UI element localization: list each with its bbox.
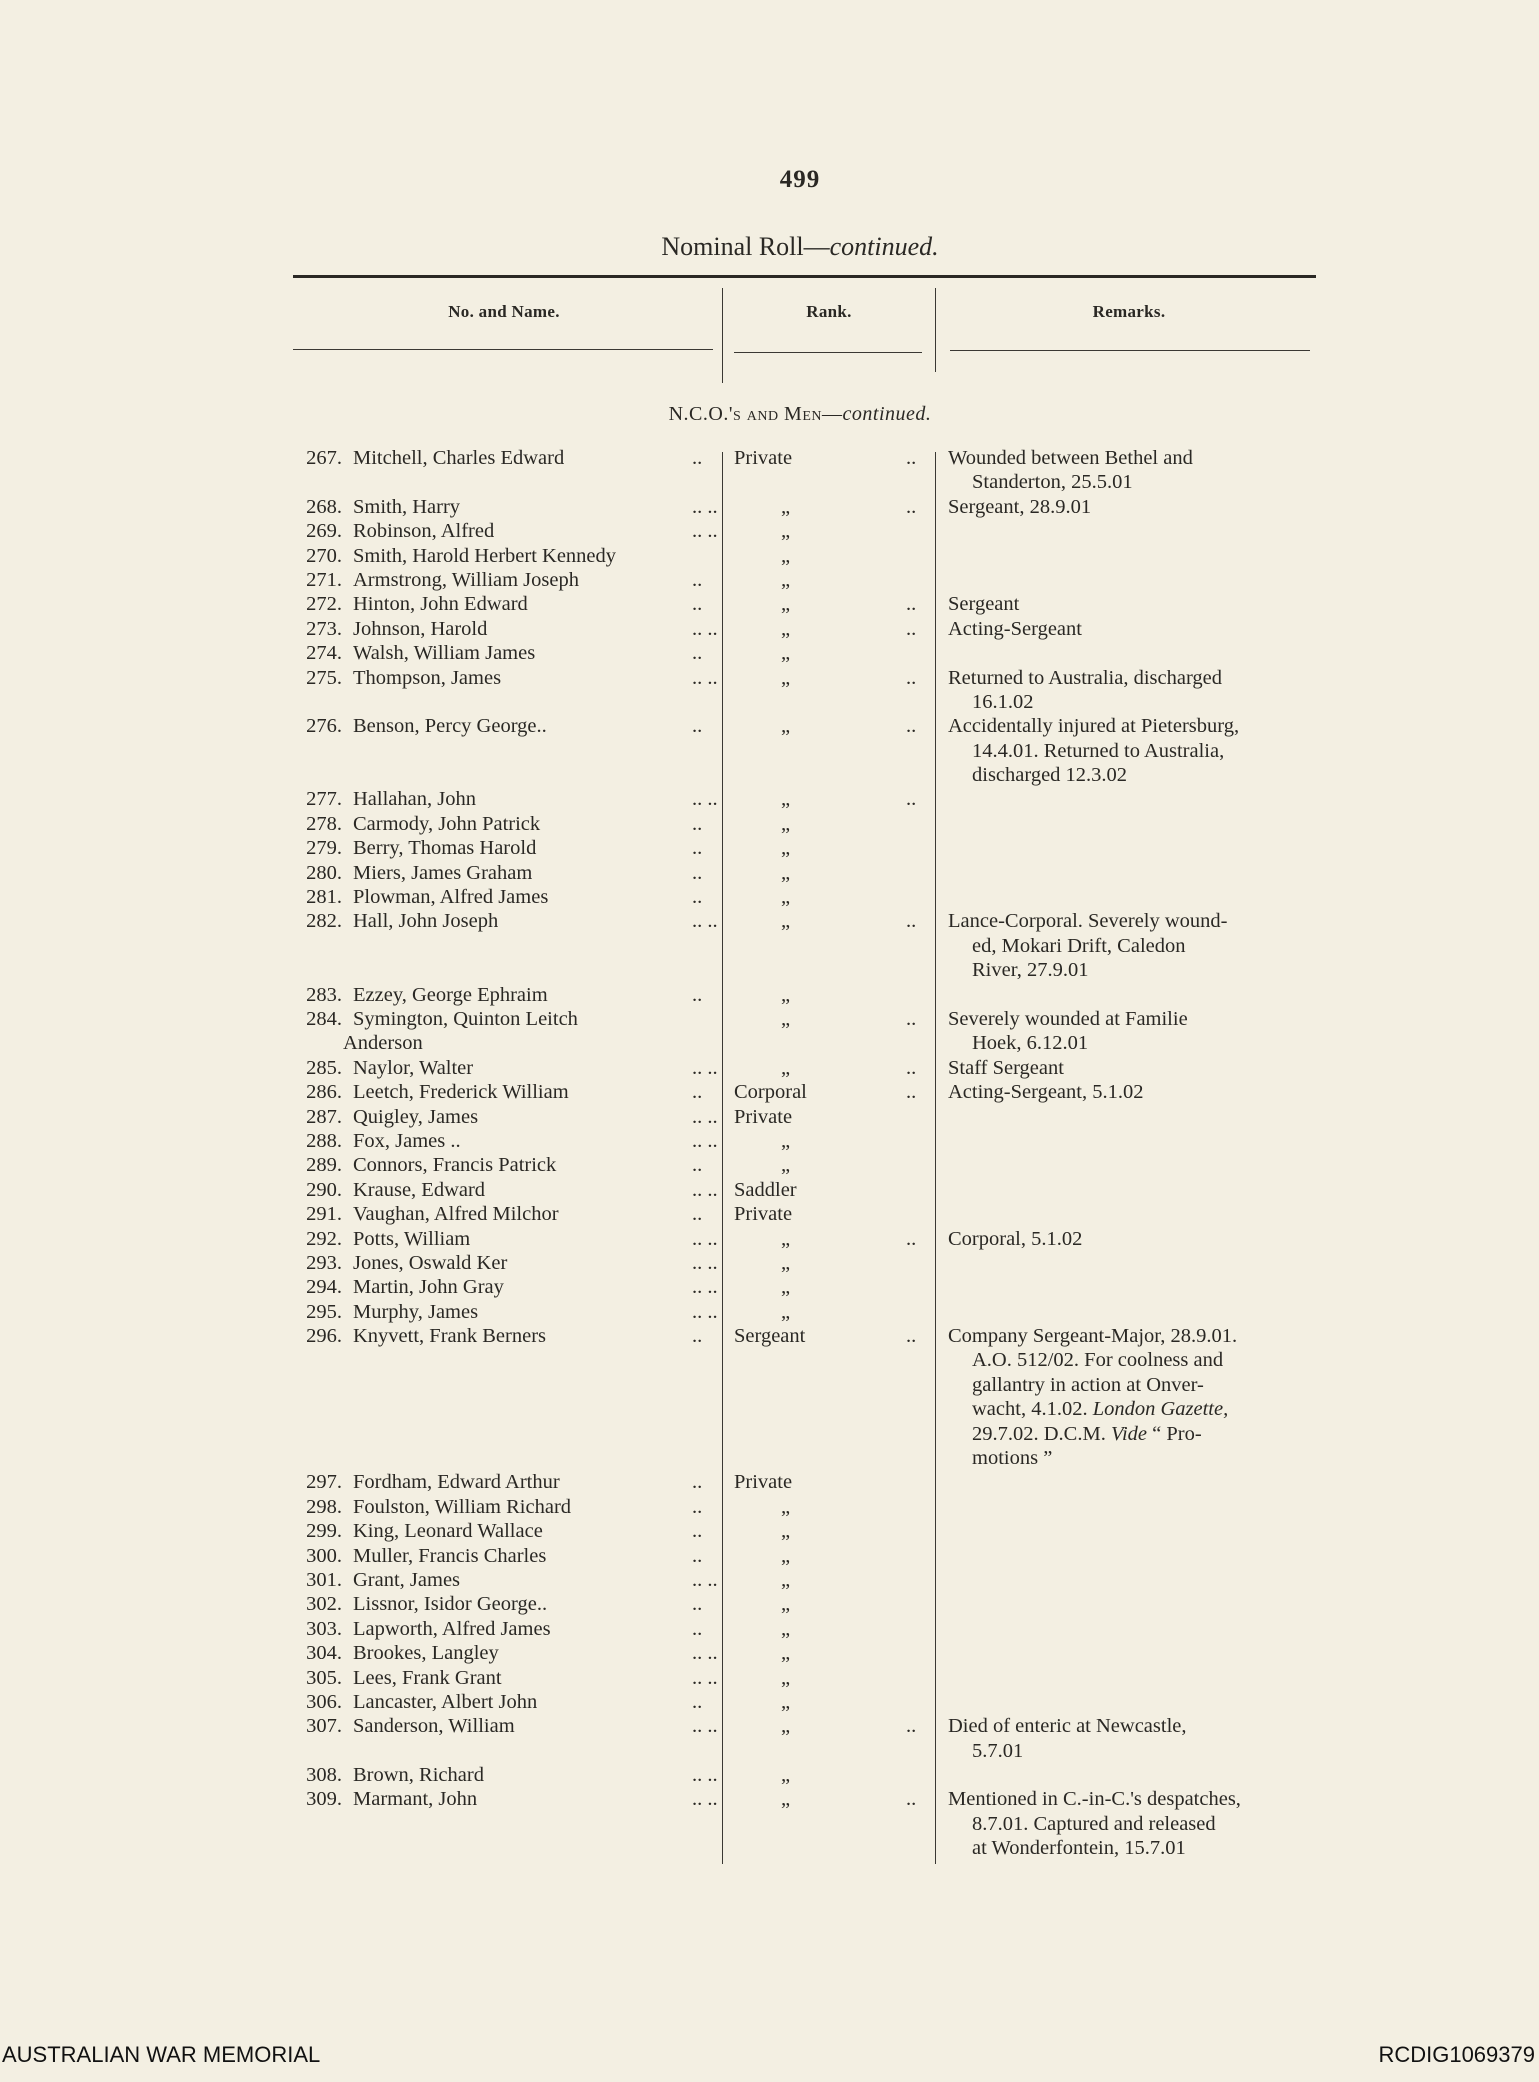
table-row: [0, 1787, 1539, 1811]
table-row: [0, 1422, 1539, 1446]
entry-remarks-continued: Hoek, 6.12.01: [972, 1032, 1089, 1055]
entry-name: Mitchell, Charles Edward: [353, 447, 565, 469]
table-row: [0, 1202, 1539, 1226]
remarks-text: “ Pro-: [1147, 1422, 1202, 1445]
ditto-mark: „: [781, 861, 791, 884]
table-row: [0, 763, 1539, 787]
table-row: [0, 1227, 1539, 1251]
entry-name-continued: Anderson: [343, 1032, 423, 1055]
leader-dots: ..: [692, 568, 703, 591]
ditto-mark: „: [781, 1495, 791, 1518]
leader-dots: .. ..: [692, 1788, 718, 1811]
footer-institution: AUSTRALIAN WAR MEMORIAL: [2, 2042, 321, 2067]
table-row: [0, 739, 1539, 763]
leader-dots: .. ..: [692, 1227, 718, 1250]
table-row: [0, 861, 1539, 885]
entry-rank: Private: [734, 1105, 793, 1128]
ditto-mark: „: [781, 1666, 791, 1689]
table-row: [0, 1519, 1539, 1543]
leader-dots: .. ..: [692, 1056, 718, 1079]
leader-dots: .. ..: [692, 1568, 718, 1591]
entry-number: 290.: [306, 1178, 342, 1201]
entry-remarks: Mentioned in C.-in-C.'s despatches,: [948, 1788, 1241, 1811]
entry-number: 283.: [306, 983, 342, 1006]
entry-name: King, Leonard Wallace: [353, 1520, 543, 1543]
ditto-mark: „: [781, 666, 791, 689]
entry-number: 291.: [306, 1203, 342, 1226]
column-header-remarks: Remarks.: [1092, 302, 1166, 321]
leader-dots: .. ..: [692, 495, 718, 518]
leader-dots: ..: [692, 593, 703, 616]
leader-dots: .. ..: [692, 617, 718, 640]
leader-dots: ..: [906, 1056, 917, 1079]
entry-remarks: Returned to Australia, discharged: [948, 666, 1223, 689]
table-row: [0, 1739, 1539, 1763]
entry-number: 306.: [306, 1690, 342, 1713]
table-row: [0, 885, 1539, 909]
entry-rank: Corporal: [734, 1081, 807, 1104]
entry-remarks: Sergeant: [948, 593, 1020, 616]
entry-number: 286.: [306, 1081, 342, 1104]
table-row: [0, 1544, 1539, 1568]
entry-name: Lapworth, Alfred James: [353, 1617, 551, 1640]
table-row: [0, 1373, 1539, 1397]
leader-dots: .. ..: [692, 1129, 718, 1152]
entry-remarks-continued: gallantry in action at Onver-: [972, 1373, 1204, 1396]
leader-dots: ..: [906, 910, 917, 933]
leader-dots: ..: [906, 1788, 917, 1811]
leader-dots: ..: [692, 447, 703, 469]
table-row: [0, 1324, 1539, 1348]
entry-rank: Private: [734, 1471, 793, 1494]
entry-rank: Private: [734, 1203, 793, 1226]
leader-dots: .. ..: [692, 520, 718, 543]
ditto-mark: „: [781, 1617, 791, 1640]
entry-name: Connors, Francis Patrick: [353, 1154, 557, 1177]
entry-number: 287.: [306, 1105, 342, 1128]
entry-number: 305.: [306, 1666, 342, 1689]
entry-number: 303.: [306, 1617, 342, 1640]
leader-dots: ..: [692, 812, 703, 835]
entry-name: Grant, James: [353, 1568, 461, 1591]
header-divider-2: [935, 288, 936, 372]
entry-name: Potts, William: [353, 1227, 471, 1250]
entry-remarks-continued: [972, 1397, 1228, 1421]
ditto-mark: „: [781, 812, 791, 835]
table-row: [0, 1568, 1539, 1592]
table-row: [0, 1129, 1539, 1153]
entry-number: 300.: [306, 1544, 342, 1567]
entry-number: 298.: [306, 1495, 342, 1518]
entry-remarks: Wounded between Bethel and: [948, 447, 1193, 469]
entry-remarks: Lance-Corporal. Severely wound-: [948, 910, 1228, 933]
entry-name: Brown, Richard: [353, 1764, 484, 1787]
ditto-mark: „: [781, 1764, 791, 1787]
ditto-mark: „: [781, 1593, 791, 1616]
entry-name: Leetch, Frederick William: [353, 1081, 569, 1104]
entry-number: 297.: [306, 1471, 342, 1494]
table-row: [0, 544, 1539, 568]
remarks-text: wacht, 4.1.02.: [972, 1398, 1093, 1421]
entry-number: 274.: [306, 642, 342, 665]
leader-dots: ..: [906, 1081, 917, 1104]
leader-dots: ..: [906, 495, 917, 518]
entry-name: Hallahan, John: [353, 788, 476, 811]
table-row: [0, 909, 1539, 933]
table-row: [0, 690, 1539, 714]
entry-number: 293.: [306, 1251, 342, 1274]
table-row: [0, 1300, 1539, 1324]
leader-dots: ..: [692, 715, 703, 738]
ditto-mark: „: [781, 837, 791, 860]
ditto-mark: „: [781, 886, 791, 909]
entry-name: Berry, Thomas Harold: [353, 837, 537, 860]
entry-remarks: Staff Sergeant: [948, 1056, 1064, 1079]
entry-name: Ezzey, George Ephraim: [353, 983, 548, 1006]
table-row: [0, 1397, 1539, 1421]
section-heading-label: N.C.O.'s and Men—: [668, 403, 843, 425]
table-row: [0, 1690, 1539, 1714]
entry-number: 289.: [306, 1154, 342, 1177]
ditto-mark: „: [781, 1788, 791, 1811]
section-heading-italic: continued.: [842, 403, 932, 425]
leader-dots: .. ..: [692, 788, 718, 811]
entry-number: 288.: [306, 1129, 342, 1152]
section-heading: [0, 403, 1539, 426]
leader-dots: .. ..: [692, 1276, 718, 1299]
entry-number: 279.: [306, 837, 342, 860]
table-row: [0, 1446, 1539, 1470]
entry-rank: Private: [734, 447, 793, 469]
entry-number: 273.: [306, 617, 342, 640]
leader-dots: ..: [692, 1154, 703, 1177]
leader-dots: ..: [906, 617, 917, 640]
ditto-mark: „: [781, 1544, 791, 1567]
entry-remarks-continued: ed, Mokari Drift, Caledon: [972, 934, 1186, 957]
table-row: [0, 1275, 1539, 1299]
entry-number: 282.: [306, 910, 342, 933]
header-rule-name: [293, 349, 713, 350]
entry-name: Thompson, James: [353, 666, 502, 689]
leader-dots: ..: [692, 1495, 703, 1518]
entry-name: Hall, John Joseph: [353, 910, 499, 933]
table-row: [0, 1348, 1539, 1372]
ditto-mark: „: [781, 1154, 791, 1177]
leader-dots: .. ..: [692, 910, 718, 933]
table-row: [0, 1617, 1539, 1641]
entry-number: 272.: [306, 593, 342, 616]
entry-name: Quigley, James: [353, 1105, 479, 1128]
ditto-mark: „: [781, 1056, 791, 1079]
entry-number: 280.: [306, 861, 342, 884]
table-row: [0, 641, 1539, 665]
entry-number: 275.: [306, 666, 342, 689]
leader-dots: ..: [692, 1081, 703, 1104]
entry-number: 267.: [306, 447, 342, 469]
entry-name: Murphy, James: [353, 1300, 479, 1323]
entry-number: 277.: [306, 788, 342, 811]
page-title-main: Nominal Roll—: [661, 232, 830, 261]
table-row: [0, 470, 1539, 494]
entry-name: Symington, Quinton Leitch: [353, 1007, 578, 1030]
footer-record-id: RCDIG1069379: [1378, 2042, 1535, 2067]
table-row: [0, 1641, 1539, 1665]
leader-dots: ..: [906, 666, 917, 689]
header-rule-rank: [734, 352, 922, 353]
leader-dots: ..: [692, 642, 703, 665]
table-row: [0, 1592, 1539, 1616]
leader-dots: ..: [692, 1325, 703, 1348]
leader-dots: ..: [692, 1690, 703, 1713]
entry-remarks-continued: Standerton, 25.5.01: [972, 471, 1133, 494]
table-row: [0, 1470, 1539, 1494]
ditto-mark: „: [781, 1276, 791, 1299]
entry-remarks: Sergeant, 28.9.01: [948, 495, 1092, 518]
table-row: [0, 1495, 1539, 1519]
table-row: [0, 1031, 1539, 1055]
table-row: [0, 983, 1539, 1007]
page-title-italic: continued.: [829, 232, 939, 261]
top-rule: [293, 275, 1316, 278]
ditto-mark: „: [781, 983, 791, 1006]
entry-remarks: Died of enteric at Newcastle,: [948, 1715, 1187, 1738]
ditto-mark: „: [781, 1690, 791, 1713]
entry-number: 268.: [306, 495, 342, 518]
leader-dots: ..: [692, 983, 703, 1006]
entry-name: Martin, John Gray: [353, 1276, 504, 1299]
entry-name: Benson, Percy George..: [353, 715, 547, 738]
entry-name: Carmody, John Patrick: [353, 812, 541, 835]
ditto-mark: „: [781, 1007, 791, 1030]
ditto-mark: „: [781, 1251, 791, 1274]
leader-dots: ..: [692, 886, 703, 909]
entry-name: Lancaster, Albert John: [353, 1690, 538, 1713]
ditto-mark: „: [781, 1520, 791, 1543]
table-row: [0, 714, 1539, 738]
leader-dots: ..: [906, 447, 917, 469]
entry-number: 285.: [306, 1056, 342, 1079]
entry-number: 271.: [306, 568, 342, 591]
leader-dots: .. ..: [692, 1105, 718, 1128]
table-row: [0, 1763, 1539, 1787]
entry-name: Marmant, John: [353, 1788, 478, 1811]
ditto-mark: „: [781, 1129, 791, 1152]
entry-number: 278.: [306, 812, 342, 835]
entry-remarks: Accidentally injured at Pietersburg,: [948, 715, 1240, 738]
table-row: [0, 836, 1539, 860]
ditto-mark: „: [781, 1227, 791, 1250]
entry-number: 299.: [306, 1520, 342, 1543]
entry-number: 281.: [306, 886, 342, 909]
entry-name: Muller, Francis Charles: [353, 1544, 547, 1567]
entry-name: Smith, Harold Herbert Kennedy: [353, 544, 617, 567]
ditto-mark: „: [781, 1568, 791, 1591]
leader-dots: ..: [906, 1227, 917, 1250]
entry-name: Krause, Edward: [353, 1178, 486, 1201]
leader-dots: ..: [906, 788, 917, 811]
table-row: [0, 787, 1539, 811]
ditto-mark: „: [781, 1300, 791, 1323]
nominal-roll-table: [0, 446, 1539, 1861]
table-row: [0, 446, 1539, 470]
table-row: [0, 617, 1539, 641]
table-row: [0, 1178, 1539, 1202]
leader-dots: .. ..: [692, 1642, 718, 1665]
entry-remarks-continued: discharged 12.3.02: [972, 764, 1128, 787]
entry-number: 304.: [306, 1642, 342, 1665]
table-row: [0, 1105, 1539, 1129]
leader-dots: .. ..: [692, 1715, 718, 1738]
entry-number: 294.: [306, 1276, 342, 1299]
page-number: 499: [779, 166, 821, 193]
entry-number: 302.: [306, 1593, 342, 1616]
ditto-mark: „: [781, 1642, 791, 1665]
entry-remarks-continued: River, 27.9.01: [972, 959, 1089, 982]
leader-dots: .. ..: [692, 1300, 718, 1323]
leader-dots: ..: [906, 593, 917, 616]
ditto-mark: „: [781, 544, 791, 567]
entry-remarks: Acting-Sergeant: [948, 617, 1082, 640]
entry-remarks-continued: 16.1.02: [972, 690, 1034, 713]
entry-number: 309.: [306, 1788, 342, 1811]
ditto-mark: „: [781, 642, 791, 665]
entry-name: Jones, Oswald Ker: [353, 1251, 508, 1274]
entry-name: Armstrong, William Joseph: [353, 568, 579, 591]
leader-dots: ..: [692, 1471, 703, 1494]
ditto-mark: „: [781, 495, 791, 518]
entry-rank: Sergeant: [734, 1325, 806, 1348]
entry-number: 308.: [306, 1764, 342, 1787]
ditto-mark: „: [781, 617, 791, 640]
ditto-mark: „: [781, 568, 791, 591]
entry-name: Lissnor, Isidor George..: [353, 1593, 548, 1616]
leader-dots: ..: [692, 837, 703, 860]
entry-name: Smith, Harry: [353, 495, 461, 518]
table-row: [0, 1080, 1539, 1104]
page-title: [0, 232, 1539, 262]
entry-name: Lees, Frank Grant: [353, 1666, 502, 1689]
entry-number: 269.: [306, 520, 342, 543]
remarks-italic-text: London Gazette,: [1092, 1398, 1229, 1421]
table-row: [0, 934, 1539, 958]
entry-number: 292.: [306, 1227, 342, 1250]
ditto-mark: „: [781, 1715, 791, 1738]
table-row: [0, 666, 1539, 690]
entry-remarks-continued: 8.7.01. Captured and released: [972, 1812, 1216, 1835]
leader-dots: ..: [692, 1593, 703, 1616]
entry-number: 301.: [306, 1568, 342, 1591]
leader-dots: ..: [906, 1715, 917, 1738]
entry-name: Johnson, Harold: [353, 617, 488, 640]
entry-number: 276.: [306, 715, 342, 738]
entry-name: Hinton, John Edward: [353, 593, 528, 616]
leader-dots: ..: [906, 715, 917, 738]
table-row: [0, 1836, 1539, 1860]
remarks-italic-text: Vide: [1110, 1422, 1148, 1445]
entry-name: Vaughan, Alfred Milchor: [353, 1203, 559, 1226]
entry-name: Robinson, Alfred: [353, 520, 495, 543]
ditto-mark: „: [781, 788, 791, 811]
leader-dots: .. ..: [692, 666, 718, 689]
entry-name: Walsh, William James: [353, 642, 536, 665]
entry-remarks-continued: 14.4.01. Returned to Australia,: [972, 739, 1225, 762]
entry-name: Fordham, Edward Arthur: [353, 1471, 560, 1494]
entry-number: 284.: [306, 1007, 342, 1030]
leader-dots: .. ..: [692, 1764, 718, 1787]
entry-remarks: Corporal, 5.1.02: [948, 1227, 1083, 1250]
entry-rank: Saddler: [734, 1178, 797, 1201]
leader-dots: ..: [692, 1544, 703, 1567]
table-row: [0, 958, 1539, 982]
entry-remarks: Severely wounded at Familie: [948, 1007, 1188, 1030]
entry-remarks-continued: at Wonderfontein, 15.7.01: [972, 1837, 1186, 1860]
leader-dots: ..: [692, 1617, 703, 1640]
entry-remarks-continued: [972, 1422, 1202, 1446]
column-header-name: No. and Name.: [448, 302, 560, 321]
table-row: [0, 495, 1539, 519]
leader-dots: ..: [692, 1203, 703, 1226]
leader-dots: .. ..: [692, 1666, 718, 1689]
header-rule-remarks: [950, 350, 1310, 351]
ditto-mark: „: [781, 520, 791, 543]
table-row: [0, 1007, 1539, 1031]
leader-dots: ..: [906, 1007, 917, 1030]
entry-number: 296.: [306, 1325, 342, 1348]
entry-remarks-continued: motions ”: [972, 1447, 1053, 1470]
table-row: [0, 1812, 1539, 1836]
entry-name: Plowman, Alfred James: [353, 886, 549, 909]
entry-name: Fox, James ..: [353, 1129, 461, 1152]
ditto-mark: „: [781, 715, 791, 738]
leader-dots: ..: [692, 1520, 703, 1543]
table-row: [0, 812, 1539, 836]
table-row: [0, 1056, 1539, 1080]
entry-name: Brookes, Langley: [353, 1642, 499, 1665]
entry-name: Knyvett, Frank Berners: [353, 1325, 546, 1348]
table-row: [0, 1153, 1539, 1177]
entry-number: 270.: [306, 544, 342, 567]
table-row: [0, 519, 1539, 543]
table-row: [0, 568, 1539, 592]
table-row: [0, 1251, 1539, 1275]
header-divider-1: [722, 288, 723, 383]
entry-name: Sanderson, William: [353, 1715, 515, 1738]
entry-remarks-continued: A.O. 512/02. For coolness and: [972, 1349, 1224, 1372]
entry-number: 295.: [306, 1300, 342, 1323]
entry-remarks: Company Sergeant-Major, 28.9.01.: [948, 1325, 1238, 1348]
column-header-rank: Rank.: [806, 302, 852, 321]
leader-dots: ..: [692, 861, 703, 884]
entry-number: 307.: [306, 1715, 342, 1738]
entry-name: Naylor, Walter: [353, 1056, 474, 1079]
entry-name: Foulston, William Richard: [353, 1495, 572, 1518]
entry-remarks-continued: 5.7.01: [972, 1739, 1024, 1762]
table-row: [0, 1666, 1539, 1690]
leader-dots: .. ..: [692, 1178, 718, 1201]
remarks-text: 29.7.02. D.C.M.: [972, 1422, 1111, 1445]
ditto-mark: „: [781, 910, 791, 933]
entry-remarks: Acting-Sergeant, 5.1.02: [948, 1081, 1144, 1104]
ditto-mark: „: [781, 593, 791, 616]
table-row: [0, 1714, 1539, 1738]
leader-dots: .. ..: [692, 1251, 718, 1274]
leader-dots: ..: [906, 1325, 917, 1348]
entry-name: Miers, James Graham: [353, 861, 533, 884]
table-row: [0, 592, 1539, 616]
